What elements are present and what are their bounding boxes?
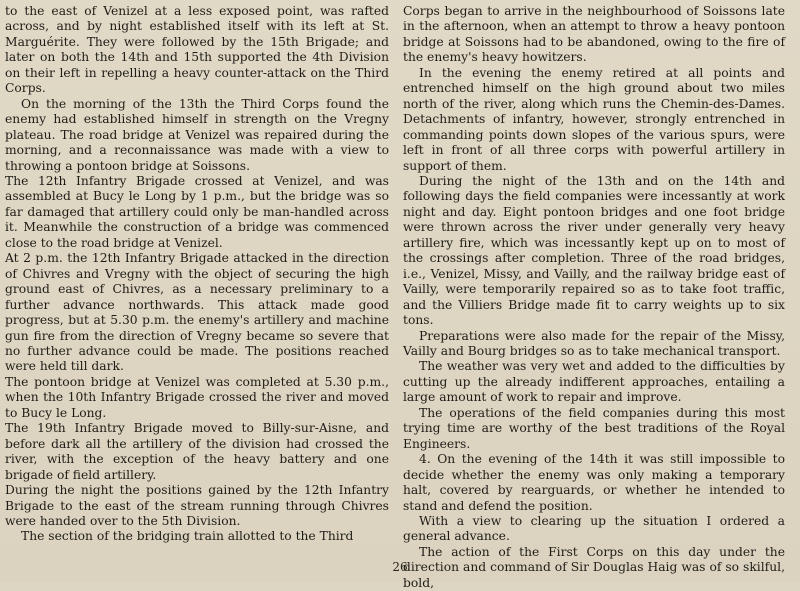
left-text-column bbox=[5, 4, 389, 545]
paragraph: to the east of Venizel at a less exposed point, was rafted across, and by night established itself with its left at St. Marguérite. They were followed by the 15th Brigade; and later on both the 14th and 15th supported the 4th Division on their left in repelling a heavy counter-attack on the Third Corps. bbox=[5, 4, 389, 96]
paragraph: With a view to clearing up the situation I ordered a general advance. bbox=[403, 513, 785, 544]
paragraph: The weather was very wet and added to the difficulties by cutting up the already indifferent approaches, entailing a large amount of work to repair and improve. bbox=[403, 359, 785, 405]
paragraph: In the evening the enemy retired at all points and entrenched himself on the high ground about two miles north of the river, along which runs the Chemin-des-Dames. Detachments of infantry, however, strongly entrenched in commanding points down slopes of the various spurs, were left in front of all three corps with powerful artillery in support of them. bbox=[403, 65, 785, 173]
paragraph: Corps began to arrive in the neighbourhood of Soissons late in the afternoon, when an attempt to throw a heavy pontoon bridge at Soissons had to be abandoned, owing to the fire of the enemy's heavy howitzers. bbox=[403, 4, 785, 65]
paragraph: The section of the bridging train allotted to the Third bbox=[21, 529, 354, 544]
paragraph: During the night the positions gained by the 12th Infantry Brigade to the east of the stream running through Chivres were handed over to the 5th Division. bbox=[5, 483, 389, 528]
paragraph: The pontoon bridge at Venizel was completed at 5.30 p.m., when the 10th Infantry Brigade crossed the river and moved to Bucy le Long. bbox=[5, 374, 389, 420]
paragraph: The 19th Infantry Brigade moved to Billy-sur-Aisne, and before dark all the artillery of the division had crossed the river, with the exception of the heavy battery and one brigade of field artillery. bbox=[5, 421, 389, 482]
paragraph: The operations of the field companies during this most trying time are worthy of the best traditions of the Royal Engineers. bbox=[403, 405, 785, 451]
right-text-column bbox=[403, 4, 785, 591]
paragraph: The 12th Infantry Brigade crossed at Venizel, and was assembled at Bucy le Long by 1 p.m., but the bridge was so far damaged that artillery could only be man-handled across it. Meanwhile the construction of a bridge was commenced close to the road bridge at Venizel. bbox=[5, 173, 389, 250]
page-number: 26 bbox=[392, 560, 408, 574]
paragraph: At 2 p.m. the 12th Infantry Brigade attacked in the direction of Chivres and Vregny with the object of securing the high ground east of Chivres, as a necessary preliminary to a further advance northwards. This attack made good progress, but at 5.30 p.m. the enemy's artillery and machine gun fire from the direction of Vregny became so severe that no further advance could be made. The positions reached were held till dark. bbox=[5, 251, 389, 374]
paragraph: On the morning of the 13th the Third Corps found the enemy had established himself in strength on the Vregny plateau. The road bridge at Venizel was repaired during the morning, and a reconnaissance was made with a view to throwing a pontoon bridge at Soissons. bbox=[5, 96, 389, 173]
paragraph: 4. On the evening of the 14th it was still impossible to decide whether the enemy was only making a temporary halt, covered by rearguards, or whether he intended to stand and defend the position. bbox=[403, 452, 785, 513]
paragraph: Preparations were also made for the repair of the Missy, Vailly and Bourg bridges so as to take mechanical transport. bbox=[403, 328, 785, 358]
paragraph: During the night of the 13th and on the 14th and following days the field companies were incessantly at work night and day. Eight pontoon bridges and one foot bridge were thrown across the river under generally very heavy artillery fire, which was incessantly kept up on to most of the crossings after completion. Three of the road bridges, i.e., Venizel, Missy, and Vailly, and the railway bridge east of Vailly, were temporarily repaired so as to take foot traffic, and the Villiers Bridge made fit to carry weights up to six tons. bbox=[403, 173, 785, 328]
paragraph: The action of the First Corps on this day under the direction and command of Sir Douglas Haig was of so skilful, bold, bbox=[403, 544, 785, 590]
